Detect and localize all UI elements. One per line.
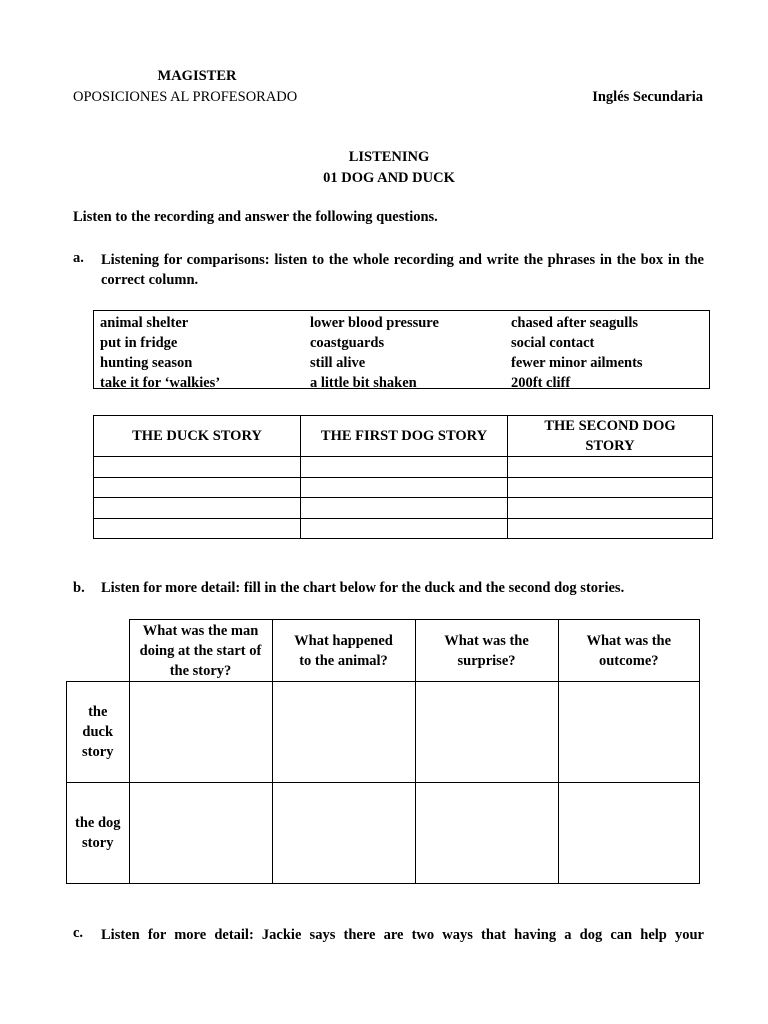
detail-table: [66, 619, 700, 884]
question-c-text: Listen for more detail: Jackie says there are two ways that having a dog can help your: [101, 927, 704, 943]
phrase-item: animal shelter: [100, 315, 189, 331]
answer-cell[interactable]: [94, 498, 301, 519]
column-header-second-dog-story: THE SECOND DOG STORY: [508, 416, 713, 457]
empty-corner-cell: [67, 620, 130, 682]
phrase-box: [93, 310, 710, 389]
header-subject: Inglés Secundaria: [592, 89, 703, 105]
page-title: LISTENING: [348, 149, 430, 165]
question-a-text: Listening for comparisons: listen to the whole recording and write the phrases in the box in the correct column.: [101, 252, 704, 288]
answer-cell[interactable]: [301, 477, 508, 498]
column-header-first-dog-story: THE FIRST DOG STORY: [301, 416, 508, 457]
table-row: [94, 518, 713, 539]
column-header-outcome: What was the outcome?: [558, 620, 700, 682]
answer-cell[interactable]: [301, 457, 508, 478]
answer-cell[interactable]: [508, 477, 713, 498]
answer-cell[interactable]: [129, 783, 272, 884]
question-c-letter: c.: [73, 925, 84, 941]
table-row: [94, 457, 713, 478]
phrase-column: [310, 313, 439, 393]
answer-cell[interactable]: [272, 682, 415, 783]
column-header-surprise: What was the surprise?: [415, 620, 558, 682]
answer-cell[interactable]: [415, 783, 558, 884]
answer-cell[interactable]: [558, 682, 700, 783]
answer-cell[interactable]: [94, 518, 301, 539]
phrase-item: fewer minor ailments: [511, 355, 643, 371]
answer-cell[interactable]: [301, 498, 508, 519]
phrase-item: social contact: [511, 335, 595, 351]
row-label-dog-story: the dog story: [67, 783, 130, 884]
table-row: [94, 477, 713, 498]
phrase-item: coastguards: [310, 335, 385, 351]
answer-cell[interactable]: [508, 457, 713, 478]
phrase-item: chased after seagulls: [511, 315, 639, 331]
answer-cell[interactable]: [415, 682, 558, 783]
question-b-text: Listen for more detail: fill in the chart below for the duck and the second dog stories.: [101, 580, 625, 596]
brand-name: MAGISTER: [157, 68, 237, 84]
answer-cell[interactable]: [508, 498, 713, 519]
table-row: [67, 682, 700, 783]
header-subtitle: OPOSICIONES AL PROFESORADO: [73, 89, 298, 105]
phrase-item: hunting season: [100, 355, 193, 371]
answer-cell[interactable]: [272, 783, 415, 884]
row-label-duck-story: the duck story: [67, 682, 130, 783]
answer-cell[interactable]: [129, 682, 272, 783]
phrase-item: 200ft cliff: [511, 375, 571, 391]
question-a-letter: a.: [73, 250, 84, 266]
table-row: [67, 783, 700, 884]
instruction-text: Listen to the recording and answer the following questions.: [73, 209, 438, 225]
answer-cell[interactable]: [508, 518, 713, 539]
question-b-letter: b.: [73, 580, 85, 596]
column-header-duck-story: THE DUCK STORY: [94, 416, 301, 457]
table-row: [94, 498, 713, 519]
phrase-item: still alive: [310, 355, 366, 371]
table-header-row: [67, 620, 700, 682]
answer-cell[interactable]: [301, 518, 508, 539]
answer-cell[interactable]: [558, 783, 700, 884]
phrase-item: take it for ‘walkies’: [100, 375, 221, 391]
table-header-row: [94, 416, 713, 457]
phrase-column: [100, 313, 220, 393]
phrase-item: put in fridge: [100, 335, 178, 351]
phrase-item: lower blood pressure: [310, 315, 439, 331]
phrase-column: [511, 313, 643, 393]
answer-cell[interactable]: [94, 477, 301, 498]
answer-cell[interactable]: [94, 457, 301, 478]
column-header-man-doing: What was the man doing at the start of the story?: [129, 620, 272, 682]
column-header-what-happened: What happened to the animal?: [272, 620, 415, 682]
phrase-item: a little bit shaken: [310, 375, 417, 391]
page-subtitle: 01 DOG AND DUCK: [323, 170, 455, 186]
story-table: [93, 415, 713, 539]
